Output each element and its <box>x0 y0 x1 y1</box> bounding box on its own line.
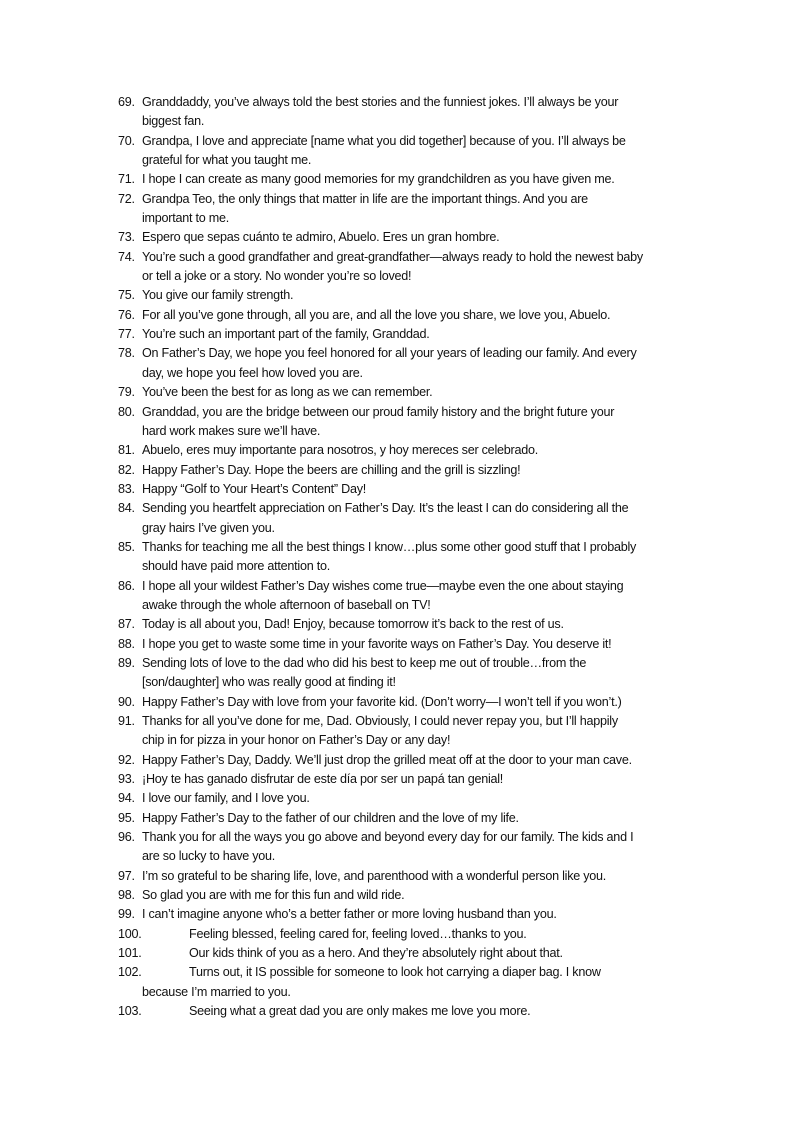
list-item <box>118 944 718 963</box>
list-item <box>118 654 718 693</box>
list-item <box>118 789 718 808</box>
list-item <box>118 190 718 229</box>
item-text-line: I can’t imagine anyone who’s a better father or more loving husband than you. <box>142 907 557 922</box>
list-item <box>118 925 718 944</box>
item-text-line: or tell a joke or a story. No wonder you’re so loved! <box>142 269 412 284</box>
item-text-line: Our kids think of you as a hero. And they’re absolutely right about that. <box>189 946 563 961</box>
item-text-line: Thanks for all you’ve done for me, Dad. Obviously, I could never repay you, but I’ll happily <box>142 714 618 728</box>
list-item <box>118 828 718 867</box>
list-item <box>118 751 718 770</box>
item-number: 100. <box>118 926 142 941</box>
list-item <box>118 770 718 789</box>
list-item <box>118 712 718 751</box>
list-item <box>118 441 718 460</box>
item-text-line: grateful for what you taught me. <box>142 153 312 168</box>
list-item <box>118 403 718 442</box>
item-number: 99. <box>118 907 135 922</box>
item-text-line: You’ve been the best for as long as we can remember. <box>142 385 433 400</box>
item-text-line: Happy Father’s Day with love from your favorite kid. (Don’t worry—I won’t tell if you won’t.) <box>142 694 622 709</box>
item-text-line: awake through the whole afternoon of baseball on TV! <box>142 597 431 612</box>
list-item <box>118 809 718 828</box>
item-text-line: because I’m married to you. <box>142 984 291 999</box>
item-text-line: ¡Hoy te has ganado disfrutar de este día por ser un papá tan genial! <box>142 772 504 787</box>
item-number: 79. <box>118 385 135 400</box>
list-item <box>118 383 718 402</box>
item-text-line: chip in for pizza in your honor on Father’s Day or any day! <box>142 733 451 748</box>
item-number: 87. <box>118 617 135 632</box>
item-text-line: Grandpa, I love and appreciate [name what you did together] because of you. I’ll always be <box>142 133 626 148</box>
item-text-line: I love our family, and I love you. <box>142 791 310 806</box>
item-number: 72. <box>118 191 135 206</box>
item-text-line: Seeing what a great dad you are only makes me love you more. <box>189 1004 531 1019</box>
item-number: 75. <box>118 288 135 303</box>
item-text-line: Sending you heartfelt appreciation on Father’s Day. It’s the least I can do considering all the <box>142 501 629 516</box>
item-text-line: Thank you for all the ways you go above and beyond every day for our family. The kids and I <box>142 830 634 845</box>
list-item <box>118 461 718 480</box>
item-text-line: Today is all about you, Dad! Enjoy, because tomorrow it’s back to the rest of us. <box>142 617 564 632</box>
item-number: 102. <box>118 965 142 980</box>
item-number: 91. <box>118 714 135 728</box>
list-item <box>118 577 718 616</box>
list-item <box>118 499 718 538</box>
item-text-line: On Father’s Day, we hope you feel honored for all your years of leading our family. And every <box>142 346 637 361</box>
item-number: 69. <box>118 95 135 109</box>
list-item <box>118 905 718 924</box>
item-text-line: Feeling blessed, feeling cared for, feeling loved…thanks to you. <box>189 926 527 941</box>
item-text-line: Happy Father’s Day, Daddy. We’ll just drop the grilled meat off at the door to your man cave. <box>142 752 632 767</box>
item-text-line: are so lucky to have you. <box>142 849 276 864</box>
item-text-line: You’re such a good grandfather and great-grandfather—always ready to hold the newest baby <box>142 249 643 264</box>
item-number: 71. <box>118 172 135 187</box>
item-text-line: day, we hope you feel how loved you are. <box>142 365 363 380</box>
list-item <box>118 635 718 654</box>
list-item <box>118 886 718 905</box>
item-text-line: Sending lots of love to the dad who did his best to keep me out of trouble…from the <box>142 655 587 670</box>
item-number: 84. <box>118 501 135 516</box>
list-item <box>118 170 718 189</box>
item-text-line: I hope you get to waste some time in your favorite ways on Father’s Day. You deserve it! <box>142 636 612 651</box>
item-number: 103. <box>118 1004 142 1019</box>
list-item <box>118 693 718 712</box>
item-number: 73. <box>118 230 135 245</box>
item-text-line: Turns out, it IS possible for someone to look hot carrying a diaper bag. I know <box>189 965 601 980</box>
item-text-line: You give our family strength. <box>142 288 294 303</box>
item-text-line: Granddaddy, you’ve always told the best stories and the funniest jokes. I’ll always be your <box>142 95 619 109</box>
list-item <box>118 344 718 383</box>
message-list <box>118 93 718 1022</box>
item-number: 101. <box>118 946 142 961</box>
item-number: 77. <box>118 327 135 342</box>
item-number: 83. <box>118 481 135 496</box>
item-text-line: For all you’ve gone through, all you are, and all the love you share, we love you, Abuelo. <box>142 307 611 322</box>
item-number: 78. <box>118 346 135 361</box>
item-number: 76. <box>118 307 135 322</box>
item-number: 70. <box>118 133 135 148</box>
item-text-line: biggest fan. <box>142 114 205 129</box>
list-item <box>118 248 718 287</box>
item-number: 94. <box>118 791 135 806</box>
item-number: 96. <box>118 830 135 845</box>
list-item <box>118 1002 718 1021</box>
item-number: 86. <box>118 578 135 593</box>
list-item <box>118 538 718 577</box>
item-text-line: should have paid more attention to. <box>142 559 330 574</box>
item-number: 97. <box>118 868 135 883</box>
item-text-line: important to me. <box>142 211 229 226</box>
list-item <box>118 306 718 325</box>
list-item <box>118 228 718 247</box>
item-text-line: I hope I can create as many good memories for my grandchildren as you have given me. <box>142 172 615 187</box>
item-number: 74. <box>118 249 135 264</box>
item-text-line: Happy Father’s Day. Hope the beers are chilling and the grill is sizzling! <box>142 462 521 477</box>
item-number: 81. <box>118 443 135 458</box>
item-number: 82. <box>118 462 135 477</box>
item-text-line: hard work makes sure we’ll have. <box>142 423 321 438</box>
list-item <box>118 325 718 344</box>
item-number: 95. <box>118 810 135 825</box>
item-text-line: I hope all your wildest Father’s Day wishes come true—maybe even the one about staying <box>142 578 624 593</box>
item-number: 92. <box>118 752 135 767</box>
list-item <box>118 132 718 171</box>
item-text-line: So glad you are with me for this fun and wild ride. <box>142 888 405 903</box>
item-number: 88. <box>118 636 135 651</box>
item-text-line: You’re such an important part of the family, Granddad. <box>142 327 430 342</box>
item-text-line: gray hairs I’ve given you. <box>142 520 275 535</box>
item-number: 93. <box>118 772 135 787</box>
list-item <box>118 286 718 305</box>
item-number: 89. <box>118 655 135 670</box>
item-text-line: I’m so grateful to be sharing life, love, and parenthood with a wonderful person like you. <box>142 868 607 883</box>
list-item <box>118 615 718 634</box>
item-number: 98. <box>118 888 135 903</box>
item-text-line: Abuelo, eres muy importante para nosotros, y hoy mereces ser celebrado. <box>142 443 538 458</box>
item-text-line: Grandpa Teo, the only things that matter in life are the important things. And you are <box>142 191 588 206</box>
item-text-line: Happy Father’s Day to the father of our children and the love of my life. <box>142 810 519 825</box>
item-text-line: [son/daughter] who was really good at finding it! <box>142 675 396 690</box>
item-text-line: Espero que sepas cuánto te admiro, Abuelo. Eres un gran hombre. <box>142 230 500 245</box>
item-number: 85. <box>118 539 135 554</box>
item-number: 90. <box>118 694 135 709</box>
list-item <box>118 93 718 132</box>
list-item <box>118 963 718 1002</box>
item-text-line: Granddad, you are the bridge between our proud family history and the bright future your <box>142 404 615 419</box>
list-item <box>118 480 718 499</box>
list-item <box>118 867 718 886</box>
item-number: 80. <box>118 404 135 419</box>
item-text-line: Thanks for teaching me all the best things I know…plus some other good stuff that I probably <box>142 539 637 554</box>
item-text-line: Happy “Golf to Your Heart’s Content” Day! <box>142 481 367 496</box>
